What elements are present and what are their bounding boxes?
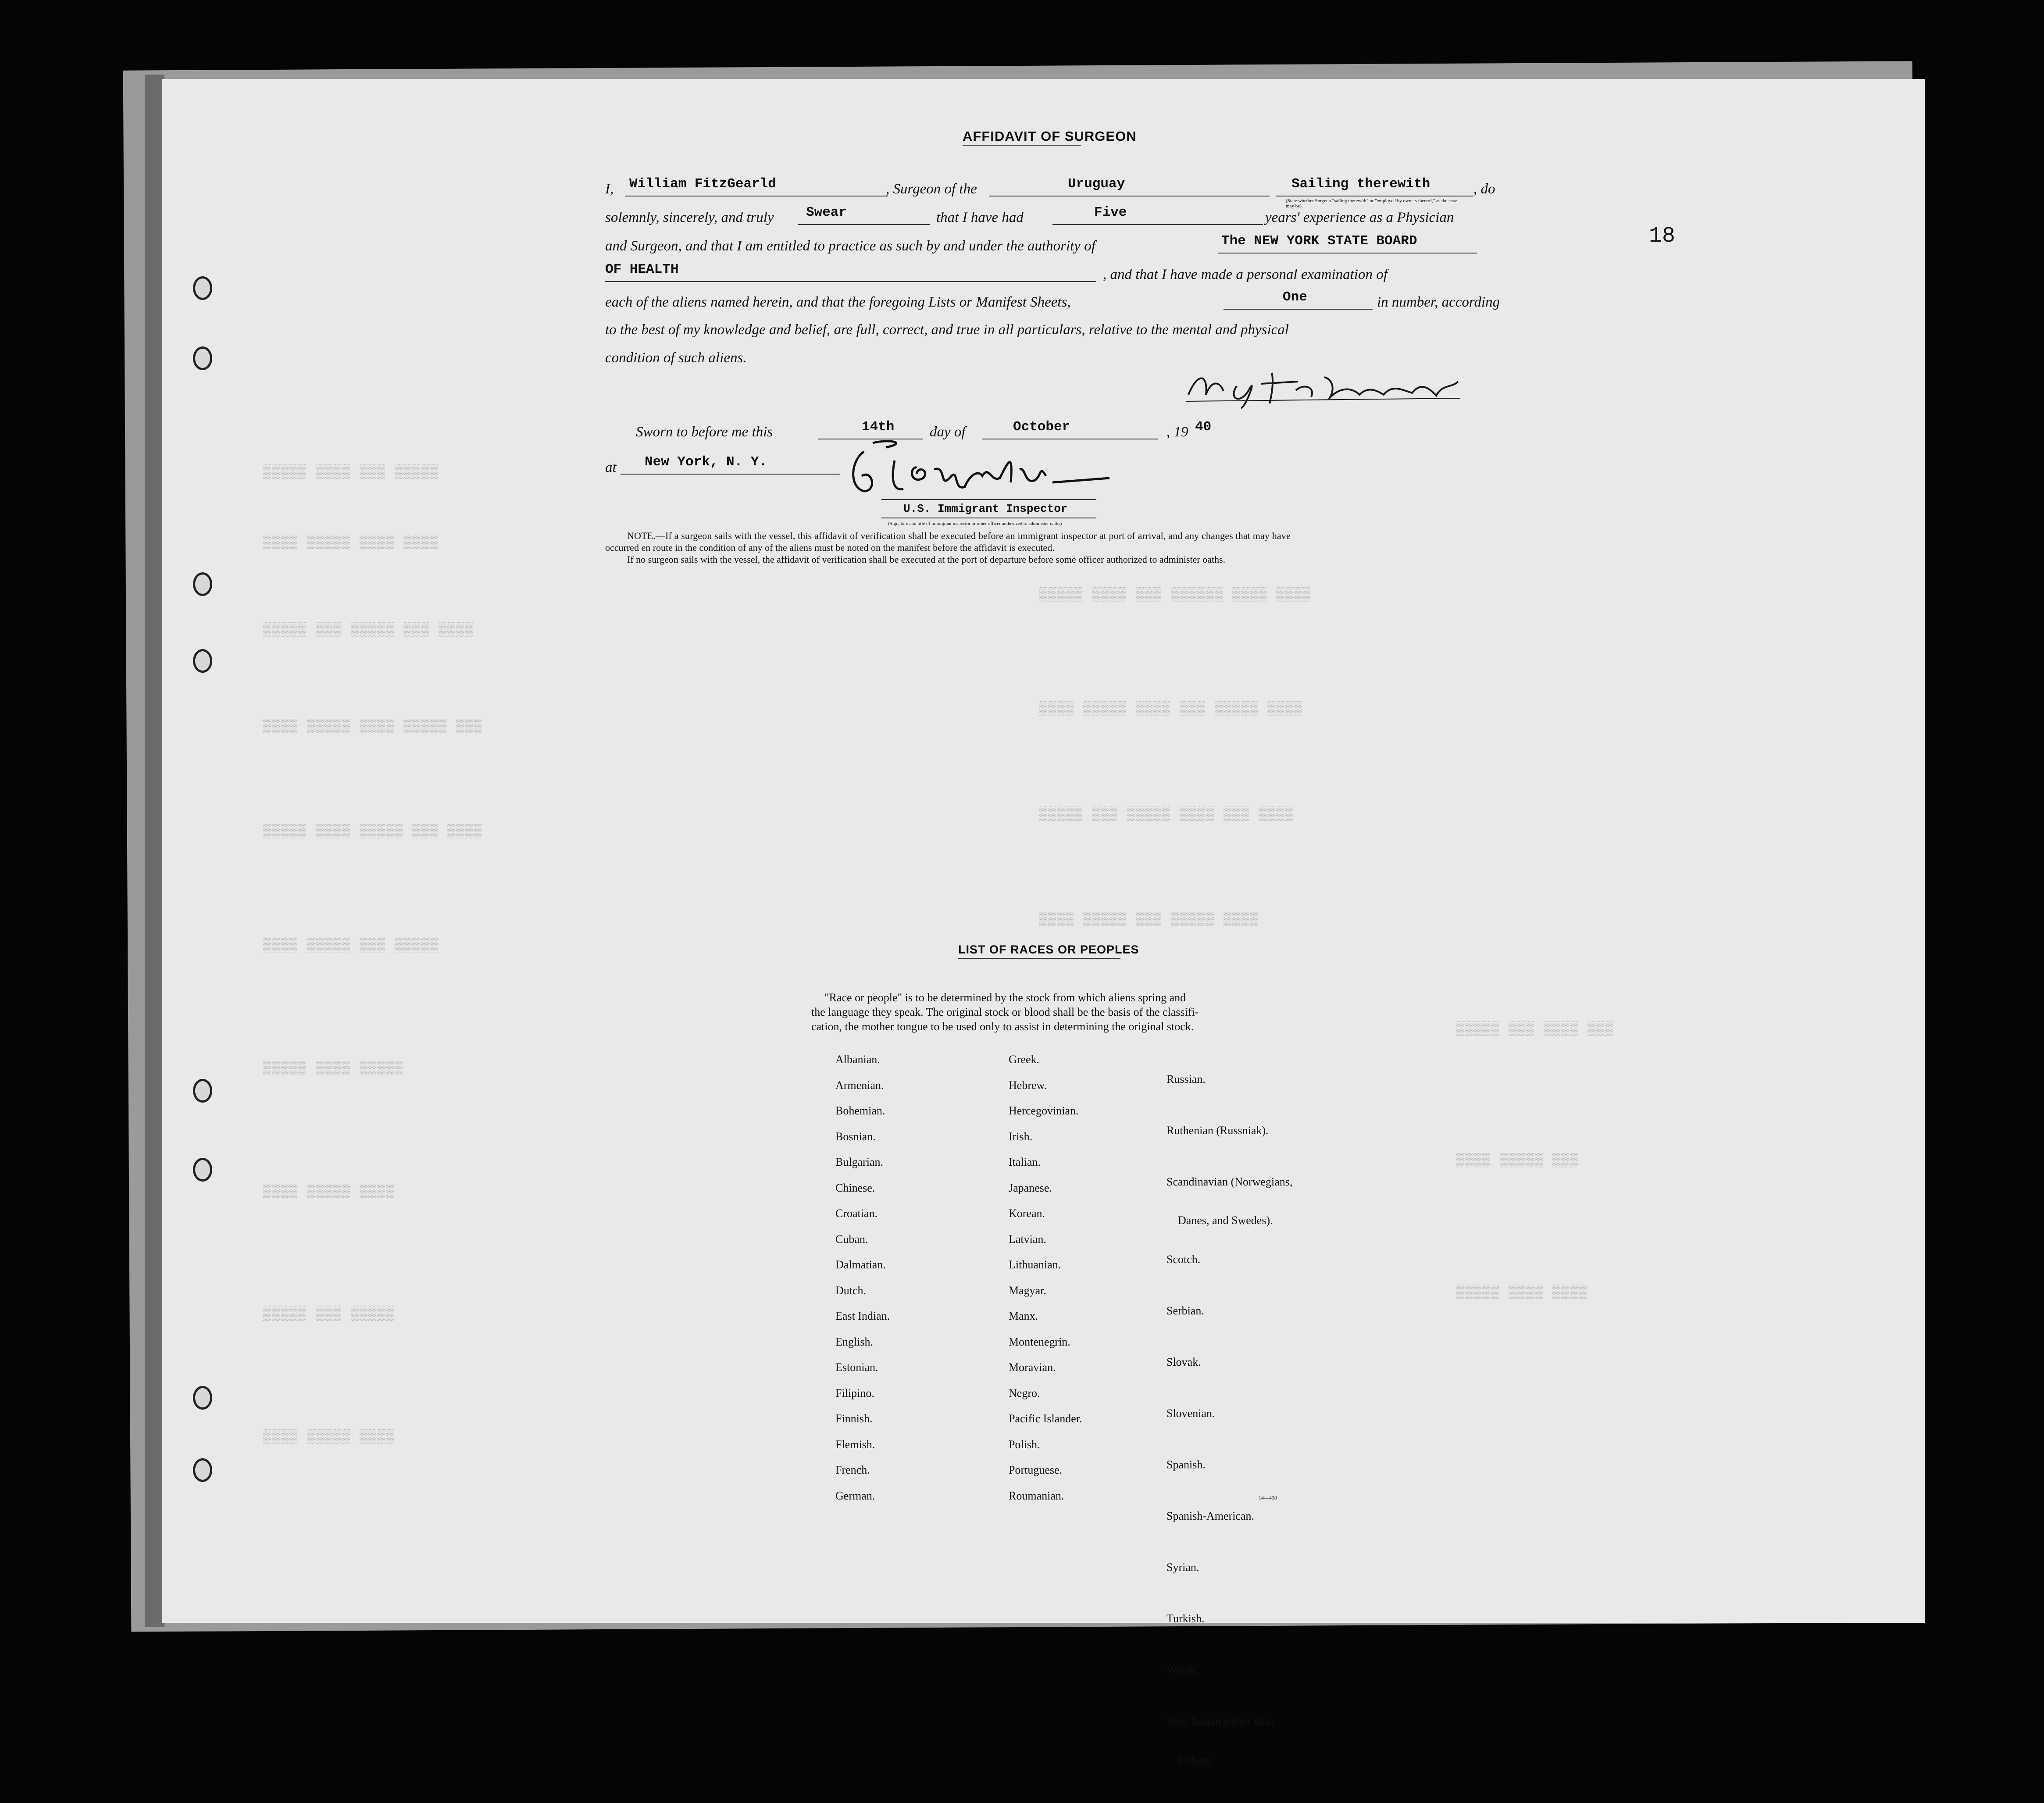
races-intro-3: cation, the mother tongue to be used only to assist in determining the original stock.	[811, 1020, 1194, 1033]
years-label: years' experience as a Physician	[1265, 210, 1454, 225]
bleed-through-texture: ▒▒▒▒▒ ▒▒▒▒ ▒▒▒▒	[1456, 1285, 1588, 1300]
surgeon-signature	[1184, 364, 1465, 412]
title-underline	[963, 145, 1081, 146]
bleed-through-texture: ▒▒▒▒ ▒▒▒▒▒ ▒▒▒ ▒▒▒▒▒	[263, 939, 439, 953]
manifest-sheets-label: each of the aliens named herein, and that the foregoing Lists or Manifest Sheets,	[605, 294, 1071, 310]
inspector-title: U.S. Immigrant Inspector	[903, 502, 1068, 515]
bleed-through-texture: ▒▒▒▒▒ ▒▒▒▒ ▒▒▒▒▒	[263, 1061, 404, 1076]
bleed-through-texture: ▒▒▒▒ ▒▒▒▒▒ ▒▒▒▒ ▒▒▒ ▒▒▒▒▒ ▒▒▒▒	[1039, 702, 1303, 717]
race-welsh: Welsh.	[1166, 1664, 1198, 1676]
races-intro-1: "Race or people" is to be determined by the stock from which aliens spring and	[824, 991, 1186, 1004]
inspector-underline	[881, 499, 1096, 500]
vessel-name: Uruguay	[1068, 176, 1125, 192]
races-column-2: Greek. Hebrew. Hercegovinian. Irish. Italian. Japanese. Korean. Latvian. Lithuanian. Magyar. Manx. Montenegrin. Moravian. Negro. Pacific Islander. Polish. Portuguese. Roumanian.	[1009, 1053, 1082, 1502]
race-spanish: Spanish.	[1166, 1458, 1206, 1471]
bleed-through-texture: ▒▒▒▒ ▒▒▒▒▒ ▒▒▒▒	[263, 1430, 395, 1445]
race-russian: Russian.	[1166, 1073, 1206, 1085]
binder-hole	[193, 276, 212, 300]
oath-underline	[798, 224, 930, 225]
sworn-year: 40	[1195, 419, 1212, 435]
sheets-underline	[1224, 309, 1373, 310]
races-title: LIST OF RACES OR PEOPLES	[958, 943, 1139, 956]
do-label: , do	[1473, 181, 1495, 197]
bleed-through-texture: ▒▒▒▒ ▒▒▒▒▒ ▒▒▒ ▒▒▒▒▒ ▒▒▒▒	[1039, 912, 1259, 927]
races-column-3	[1166, 1047, 1292, 1792]
bleed-through-texture: ▒▒▒▒▒ ▒▒▒▒ ▒▒▒▒▒ ▒▒▒ ▒▒▒▒	[263, 825, 483, 839]
race-turkish: Turkish.	[1166, 1612, 1205, 1625]
binder-hole	[193, 1158, 212, 1182]
race-scandinavian: Scandinavian (Norwegians,	[1166, 1175, 1293, 1188]
surgeon-of-label: , Surgeon of the	[886, 181, 977, 197]
solemnly-label: solemnly, sincerely, and truly	[605, 210, 774, 225]
authority-line-2: OF HEALTH	[605, 262, 679, 277]
knowledge-statement: to the best of my knowledge and belief, are full, correct, and true in all particulars, relative to the mental and physical	[605, 322, 1289, 338]
note-line-2: occurred en route in the condition of any of the aliens must be noted on the manifest before the affidavit is executed.	[605, 542, 1055, 553]
race-west-indian: West Indian (other than	[1166, 1715, 1274, 1728]
in-number-label: in number, according	[1377, 294, 1500, 310]
bleed-through-texture: ▒▒▒▒▒ ▒▒▒ ▒▒▒▒▒ ▒▒▒▒ ▒▒▒ ▒▒▒▒	[1039, 807, 1294, 822]
races-intro-2: the language they speak. The original stock or blood shall be the basis of the classifi-	[811, 1006, 1199, 1018]
bleed-through-texture: ▒▒▒▒ ▒▒▒▒▒ ▒▒▒▒	[263, 1184, 395, 1199]
bleed-through-texture: ▒▒▒▒ ▒▒▒▒▒ ▒▒▒	[1456, 1153, 1579, 1168]
year-prefix: , 19	[1166, 424, 1188, 440]
binder-hole	[193, 572, 212, 596]
inspector-signature	[846, 434, 1118, 500]
years-count: Five	[1094, 205, 1127, 220]
sheets-count: One	[1283, 289, 1307, 305]
bleed-through-texture: ▒▒▒▒▒ ▒▒▒ ▒▒▒▒ ▒▒▒	[1456, 1022, 1614, 1037]
race-scotch: Scotch.	[1166, 1253, 1201, 1266]
i-label: I,	[605, 181, 614, 197]
race-syrian: Syrian.	[1166, 1561, 1199, 1574]
binder-hole	[193, 1458, 212, 1482]
sworn-day: 14th	[862, 419, 895, 435]
binder-hole	[193, 1386, 212, 1410]
race-ruthenian: Ruthenian (Russniak).	[1166, 1124, 1269, 1137]
years-underline	[1052, 224, 1263, 225]
binder-hole	[193, 1079, 212, 1103]
examination-label: , and that I have made a personal examination of	[1103, 267, 1388, 282]
bleed-through-texture: ▒▒▒▒▒ ▒▒▒▒ ▒▒▒ ▒▒▒▒▒▒ ▒▒▒▒ ▒▒▒▒	[1039, 588, 1312, 603]
oath-type: Swear	[806, 205, 847, 220]
sworn-month: October	[1013, 419, 1070, 435]
sworn-place: New York, N. Y.	[645, 454, 767, 470]
binder-hole	[193, 649, 212, 673]
sworn-label: Sworn to before me this	[636, 424, 773, 440]
race-serbian: Serbian.	[1166, 1304, 1204, 1317]
bleed-through-texture: ▒▒▒▒▒ ▒▒▒ ▒▒▒▒▒	[263, 1307, 395, 1322]
races-column-1: Albanian. Armenian. Bohemian. Bosnian. Bulgarian. Chinese. Croatian. Cuban. Dalmatian. Dutch. East Indian. English. Estonian. Filipino. Finnish. Flemish. French. German.	[835, 1053, 890, 1502]
binder-hole	[193, 346, 212, 370]
races-title-underline	[958, 958, 1120, 959]
page-number: 18	[1649, 224, 1676, 249]
form-number: 14—430	[1259, 1495, 1277, 1501]
inspector-caption: (Signature and title of immigrant inspector or other officer authorized to administer oaths)	[888, 521, 1062, 526]
note-line-1: NOTE.—If a surgeon sails with the vessel, this affidavit of verification shall be executed before an immigrant inspector at port of arrival, and any changes that may have	[627, 530, 1291, 541]
place-underline	[621, 474, 840, 475]
have-had-label: that I have had	[936, 210, 1024, 225]
note-line-3: If no surgeon sails with the vessel, the affidavit of verification shall be executed at the port of departure before some officer authorized to administer oaths.	[627, 554, 1226, 565]
surgeon-name: William FitzGearld	[629, 176, 776, 192]
condition-statement: condition of such aliens.	[605, 350, 747, 366]
authority2-underline	[605, 281, 1096, 282]
bleed-through-texture: ▒▒▒▒▒ ▒▒▒ ▒▒▒▒▒ ▒▒▒ ▒▒▒▒	[263, 623, 474, 638]
authority-line-1: The NEW YORK STATE BOARD	[1221, 233, 1417, 249]
race-slovenian: Slovenian.	[1166, 1407, 1215, 1420]
affidavit-title: AFFIDAVIT OF SURGEON	[963, 129, 1137, 144]
sailing-note: (State whether Surgeon "sailing therewith" or "employed by owners thereof," as the case may be)	[1286, 198, 1457, 209]
bleed-through-texture: ▒▒▒▒ ▒▒▒▒▒ ▒▒▒▒ ▒▒▒▒	[263, 535, 439, 550]
bleed-through-texture: ▒▒▒▒▒ ▒▒▒▒ ▒▒▒ ▒▒▒▒▒	[263, 465, 439, 480]
manifest-page	[162, 79, 1925, 1766]
race-scandinavian-cont: Danes, and Swedes).	[1166, 1214, 1273, 1227]
page-edge	[145, 75, 164, 1627]
bleed-through-texture: ▒▒▒▒ ▒▒▒▒▒ ▒▒▒▒ ▒▒▒▒▒ ▒▒▒	[263, 719, 483, 734]
race-slovak: Slovak.	[1166, 1356, 1201, 1368]
race-west-indian-cont: Cuban).	[1166, 1753, 1215, 1766]
sailing-status: Sailing therewith	[1291, 176, 1430, 192]
at-label: at	[605, 460, 617, 475]
race-spanish-american: Spanish-American.	[1166, 1510, 1255, 1522]
day-of-label: day of	[930, 424, 966, 440]
authority-label: and Surgeon, and that I am entitled to practice as such by and under the authority of	[605, 238, 1095, 254]
